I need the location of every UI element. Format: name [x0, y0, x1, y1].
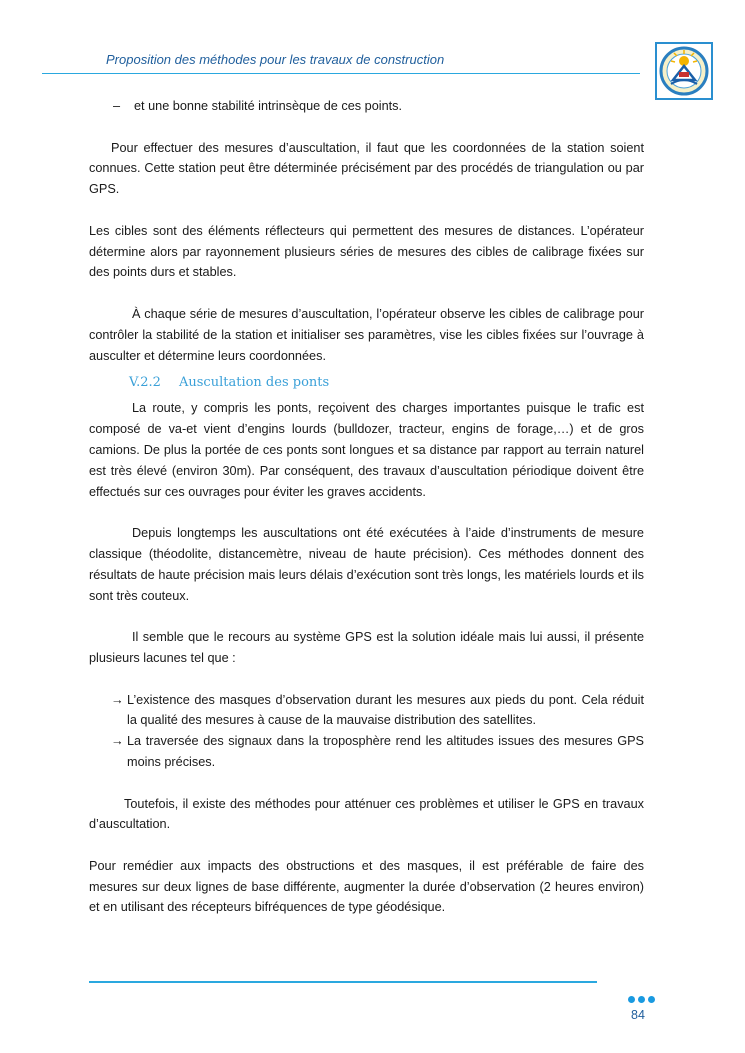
- paragraph: Il semble que le recours au système GPS est la solution idéale mais lui aussi, il présente plusieurs lacunes tel que :: [89, 630, 644, 665]
- arrow-list-item: [89, 690, 644, 732]
- header-rule: [42, 73, 640, 74]
- dash-item-text: et une bonne stabilité intrinsèque de ces points.: [134, 99, 403, 113]
- section-title: Auscultation des ponts: [179, 375, 330, 391]
- arrow-item-text: La traversée des signaux dans la troposphère rend les altitudes issues des mesures GPS moins précises.: [127, 734, 644, 769]
- footer-rule: [89, 981, 597, 983]
- page-number: 84: [631, 1008, 645, 1022]
- dash-list-item: [89, 96, 644, 117]
- arrow-item-text: L’existence des masques d’observation durant les mesures aux pieds du pont. Cela réduit la qualité des mesures à cause de la mauvaise distribution des satellites.: [127, 692, 644, 728]
- dash-bullet: –: [113, 99, 121, 113]
- paragraph: Pour remédier aux impacts des obstructions et des masques, il est préférable de faire des mesures sur deux lignes de base différente, augmenter la durée d’observation (2 heures environ) et en utilisant des récepteurs bifréquences de type géodésique.: [89, 858, 644, 915]
- ellipsis-dots-icon: [628, 990, 660, 1000]
- paragraph: La route, y compris les ponts, reçoivent des charges importantes puisque le trafic est composé de va-et vient d’engins lourds (bulldozer, tracteur, engins de forage,…) et de gros camions. De plus la portée de ces ponts sont longues et sa distance par rapport au terrain naturel est très élevé (environ 30m). Par conséquent, des travaux d’auscultation périodique doivent être effectués sur ces ouvrages pour éviter les graves accidents.: [89, 401, 644, 499]
- arrow-right-icon: →: [111, 692, 124, 707]
- paragraph: À chaque série de mesures d’auscultation, l’opérateur observe les cibles de calibrage pour contrôler la stabilité de la station et initialiser ses paramètres, vise les cibles fixées sur l’ouvrage à ausculter et détermine leurs coordonnées.: [89, 306, 644, 363]
- page-body: [89, 96, 644, 918]
- arrow-right-icon: →: [111, 734, 124, 749]
- paragraph: Les cibles sont des éléments réflecteurs qui permettent des mesures de distances. L’opérateur détermine alors par rayonnement plusieurs séries de mesures des cibles de calibrage fixées sur des points durs et stables.: [89, 223, 644, 280]
- paragraph: Toutefois, il existe des méthodes pour atténuer ces problèmes et utiliser le GPS en travaux d’auscultation.: [89, 796, 644, 832]
- header-title: Proposition des méthodes pour les travaux de construction: [106, 52, 445, 67]
- arrow-list-item: [89, 731, 644, 773]
- university-seal-icon: [657, 44, 711, 98]
- paragraph: Depuis longtemps les auscultations ont été exécutées à l’aide d’instruments de mesure classique (théodolite, distancemètre, niveau de haute précision). Ces méthodes donnent des résultats de haute précision mais leurs délais d’exécution sont très longs, les matériels lourds et ils sont très couteux.: [89, 526, 644, 603]
- paragraph: Pour effectuer des mesures d’auscultation, il faut que les coordonnées de la station soient connues. Cette station peut être déterminée précisément par des procédés de triangulation ou par GPS.: [89, 140, 644, 197]
- section-number: V.2.2: [129, 375, 161, 391]
- section-heading: [89, 372, 644, 394]
- university-logo: [655, 42, 713, 100]
